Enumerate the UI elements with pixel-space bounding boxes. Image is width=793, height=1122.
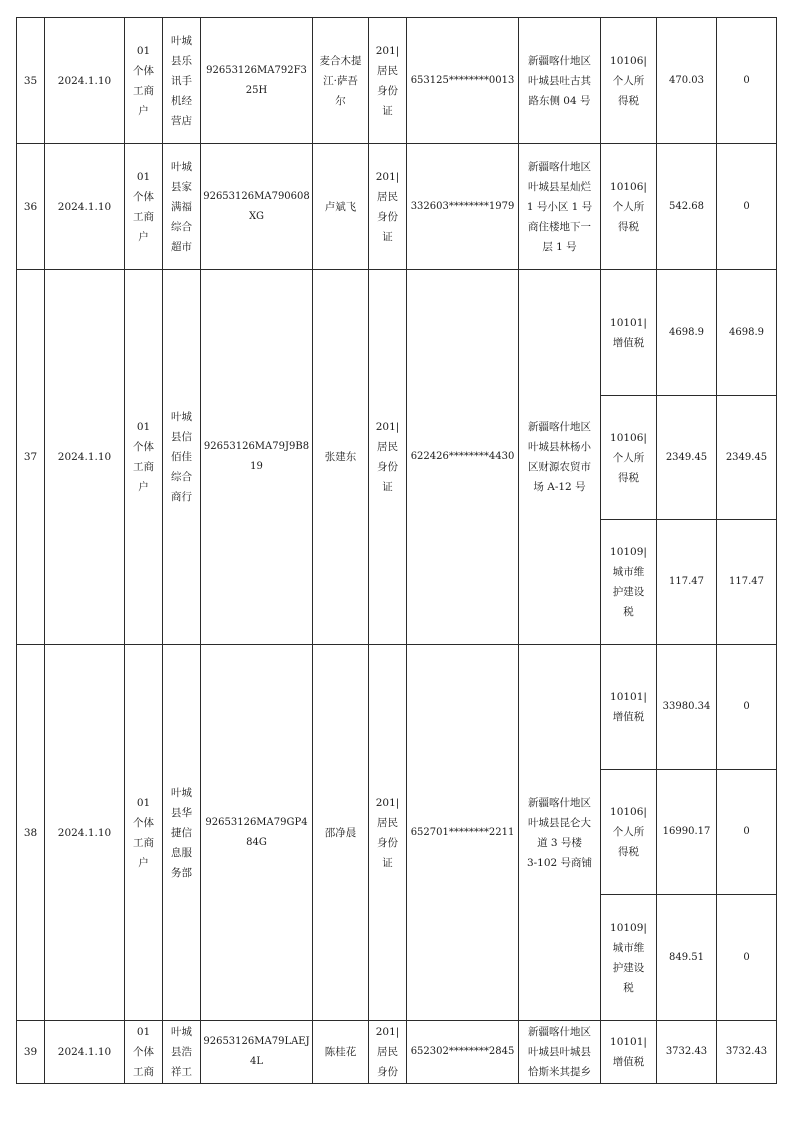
id-type-cell: 201| 居民 身份 证 xyxy=(369,270,407,645)
tax-amount-cell: 470.03 xyxy=(657,18,717,144)
tax-item-cell: 10101| 增值税 xyxy=(601,270,657,396)
credit-code-cell: 92653126MA79GP484G xyxy=(201,645,313,1021)
tax-item-cell: 10106| 个人所 得税 xyxy=(601,770,657,895)
seq-cell: 37 xyxy=(17,270,45,645)
id-type-cell: 201| 居民 身份 证 xyxy=(369,645,407,1021)
taxpayer-name-cell: 叶城 县华 捷信 息服 务部 xyxy=(163,645,201,1021)
legal-person-cell: 陈桂花 xyxy=(313,1021,369,1084)
taxpayer-type-cell: 01 个体 工商 户 xyxy=(125,144,163,270)
legal-person-cell: 邵净晨 xyxy=(313,645,369,1021)
owed-amount-cell: 0 xyxy=(717,18,777,144)
seq-cell: 39 xyxy=(17,1021,45,1084)
tax-item-cell: 10109| 城市维 护建设 税 xyxy=(601,520,657,645)
id-type-cell: 201| 居民 身份 证 xyxy=(369,144,407,270)
address-cell: 新疆喀什地区 叶城县林杨小 区财源农贸市 场 A-12 号 xyxy=(519,270,601,645)
address-cell: 新疆喀什地区 叶城县昆仑大 道 3 号楼 3-102 号商铺 xyxy=(519,645,601,1021)
owed-amount-cell: 0 xyxy=(717,144,777,270)
credit-code-cell: 92653126MA79J9B819 xyxy=(201,270,313,645)
id-number-cell: 332603********1979 xyxy=(407,144,519,270)
tax-amount-cell: 33980.34 xyxy=(657,645,717,770)
tax-item-cell: 10101| 增值税 xyxy=(601,1021,657,1084)
tax-item-cell: 10106| 个人所 得税 xyxy=(601,396,657,520)
legal-person-cell: 卢斌飞 xyxy=(313,144,369,270)
owed-amount-cell: 3732.43 xyxy=(717,1021,777,1084)
date-cell: 2024.1.10 xyxy=(45,645,125,1021)
tax-item-cell: 10109| 城市维 护建设 税 xyxy=(601,895,657,1021)
legal-person-cell: 张建东 xyxy=(313,270,369,645)
tax-item-cell: 10101| 增值税 xyxy=(601,645,657,770)
tax-amount-cell: 3732.43 xyxy=(657,1021,717,1084)
table-row xyxy=(17,144,777,270)
owed-amount-cell: 117.47 xyxy=(717,520,777,645)
id-number-cell: 652302********2845 xyxy=(407,1021,519,1084)
taxpayer-type-cell: 01 个体 工商 户 xyxy=(125,645,163,1021)
tax-amount-cell: 4698.9 xyxy=(657,270,717,396)
tax-amount-cell: 2349.45 xyxy=(657,396,717,520)
table-row xyxy=(17,18,777,144)
credit-code-cell: 92653126MA79LAEJ4L xyxy=(201,1021,313,1084)
seq-cell: 36 xyxy=(17,144,45,270)
owed-amount-cell: 4698.9 xyxy=(717,270,777,396)
address-cell: 新疆喀什地区 叶城县叶城县 恰斯米其提乡 xyxy=(519,1021,601,1084)
owed-amount-cell: 0 xyxy=(717,645,777,770)
credit-code-cell: 92653126MA790608XG xyxy=(201,144,313,270)
tax-amount-cell: 542.68 xyxy=(657,144,717,270)
date-cell: 2024.1.10 xyxy=(45,144,125,270)
id-number-cell: 653125********0013 xyxy=(407,18,519,144)
taxpayer-name-cell: 叶城 县乐 讯手 机经 营店 xyxy=(163,18,201,144)
credit-code-cell: 92653126MA792F325H xyxy=(201,18,313,144)
seq-cell: 38 xyxy=(17,645,45,1021)
address-cell: 新疆喀什地区 叶城县吐古其 路东侧 04 号 xyxy=(519,18,601,144)
taxpayer-name-cell: 叶城 县浩 祥工 xyxy=(163,1021,201,1084)
taxpayer-type-cell: 01 个体 工商 户 xyxy=(125,18,163,144)
legal-person-cell: 麦合木提 江·萨吾 尔 xyxy=(313,18,369,144)
id-number-cell: 652701********2211 xyxy=(407,645,519,1021)
tax-amount-cell: 16990.17 xyxy=(657,770,717,895)
tax-amount-cell: 849.51 xyxy=(657,895,717,1021)
seq-cell: 35 xyxy=(17,18,45,144)
tax-item-cell: 10106| 个人所 得税 xyxy=(601,144,657,270)
tax-arrears-table xyxy=(16,17,777,1084)
table-row xyxy=(17,1021,777,1084)
table-row xyxy=(17,270,777,396)
taxpayer-type-cell: 01 个体 工商 户 xyxy=(125,270,163,645)
date-cell: 2024.1.10 xyxy=(45,18,125,144)
address-cell: 新疆喀什地区 叶城县星灿烂 1 号小区 1 号 商住楼地下一 层 1 号 xyxy=(519,144,601,270)
taxpayer-name-cell: 叶城 县信 佰佳 综合 商行 xyxy=(163,270,201,645)
taxpayer-type-cell: 01 个体 工商 xyxy=(125,1021,163,1084)
id-type-cell: 201| 居民 身份 xyxy=(369,1021,407,1084)
id-number-cell: 622426********4430 xyxy=(407,270,519,645)
taxpayer-name-cell: 叶城 县家 满福 综合 超市 xyxy=(163,144,201,270)
table-row xyxy=(17,645,777,770)
owed-amount-cell: 2349.45 xyxy=(717,396,777,520)
tax-item-cell: 10106| 个人所 得税 xyxy=(601,18,657,144)
table-body xyxy=(17,18,777,1084)
owed-amount-cell: 0 xyxy=(717,895,777,1021)
tax-amount-cell: 117.47 xyxy=(657,520,717,645)
date-cell: 2024.1.10 xyxy=(45,1021,125,1084)
date-cell: 2024.1.10 xyxy=(45,270,125,645)
owed-amount-cell: 0 xyxy=(717,770,777,895)
id-type-cell: 201| 居民 身份 证 xyxy=(369,18,407,144)
